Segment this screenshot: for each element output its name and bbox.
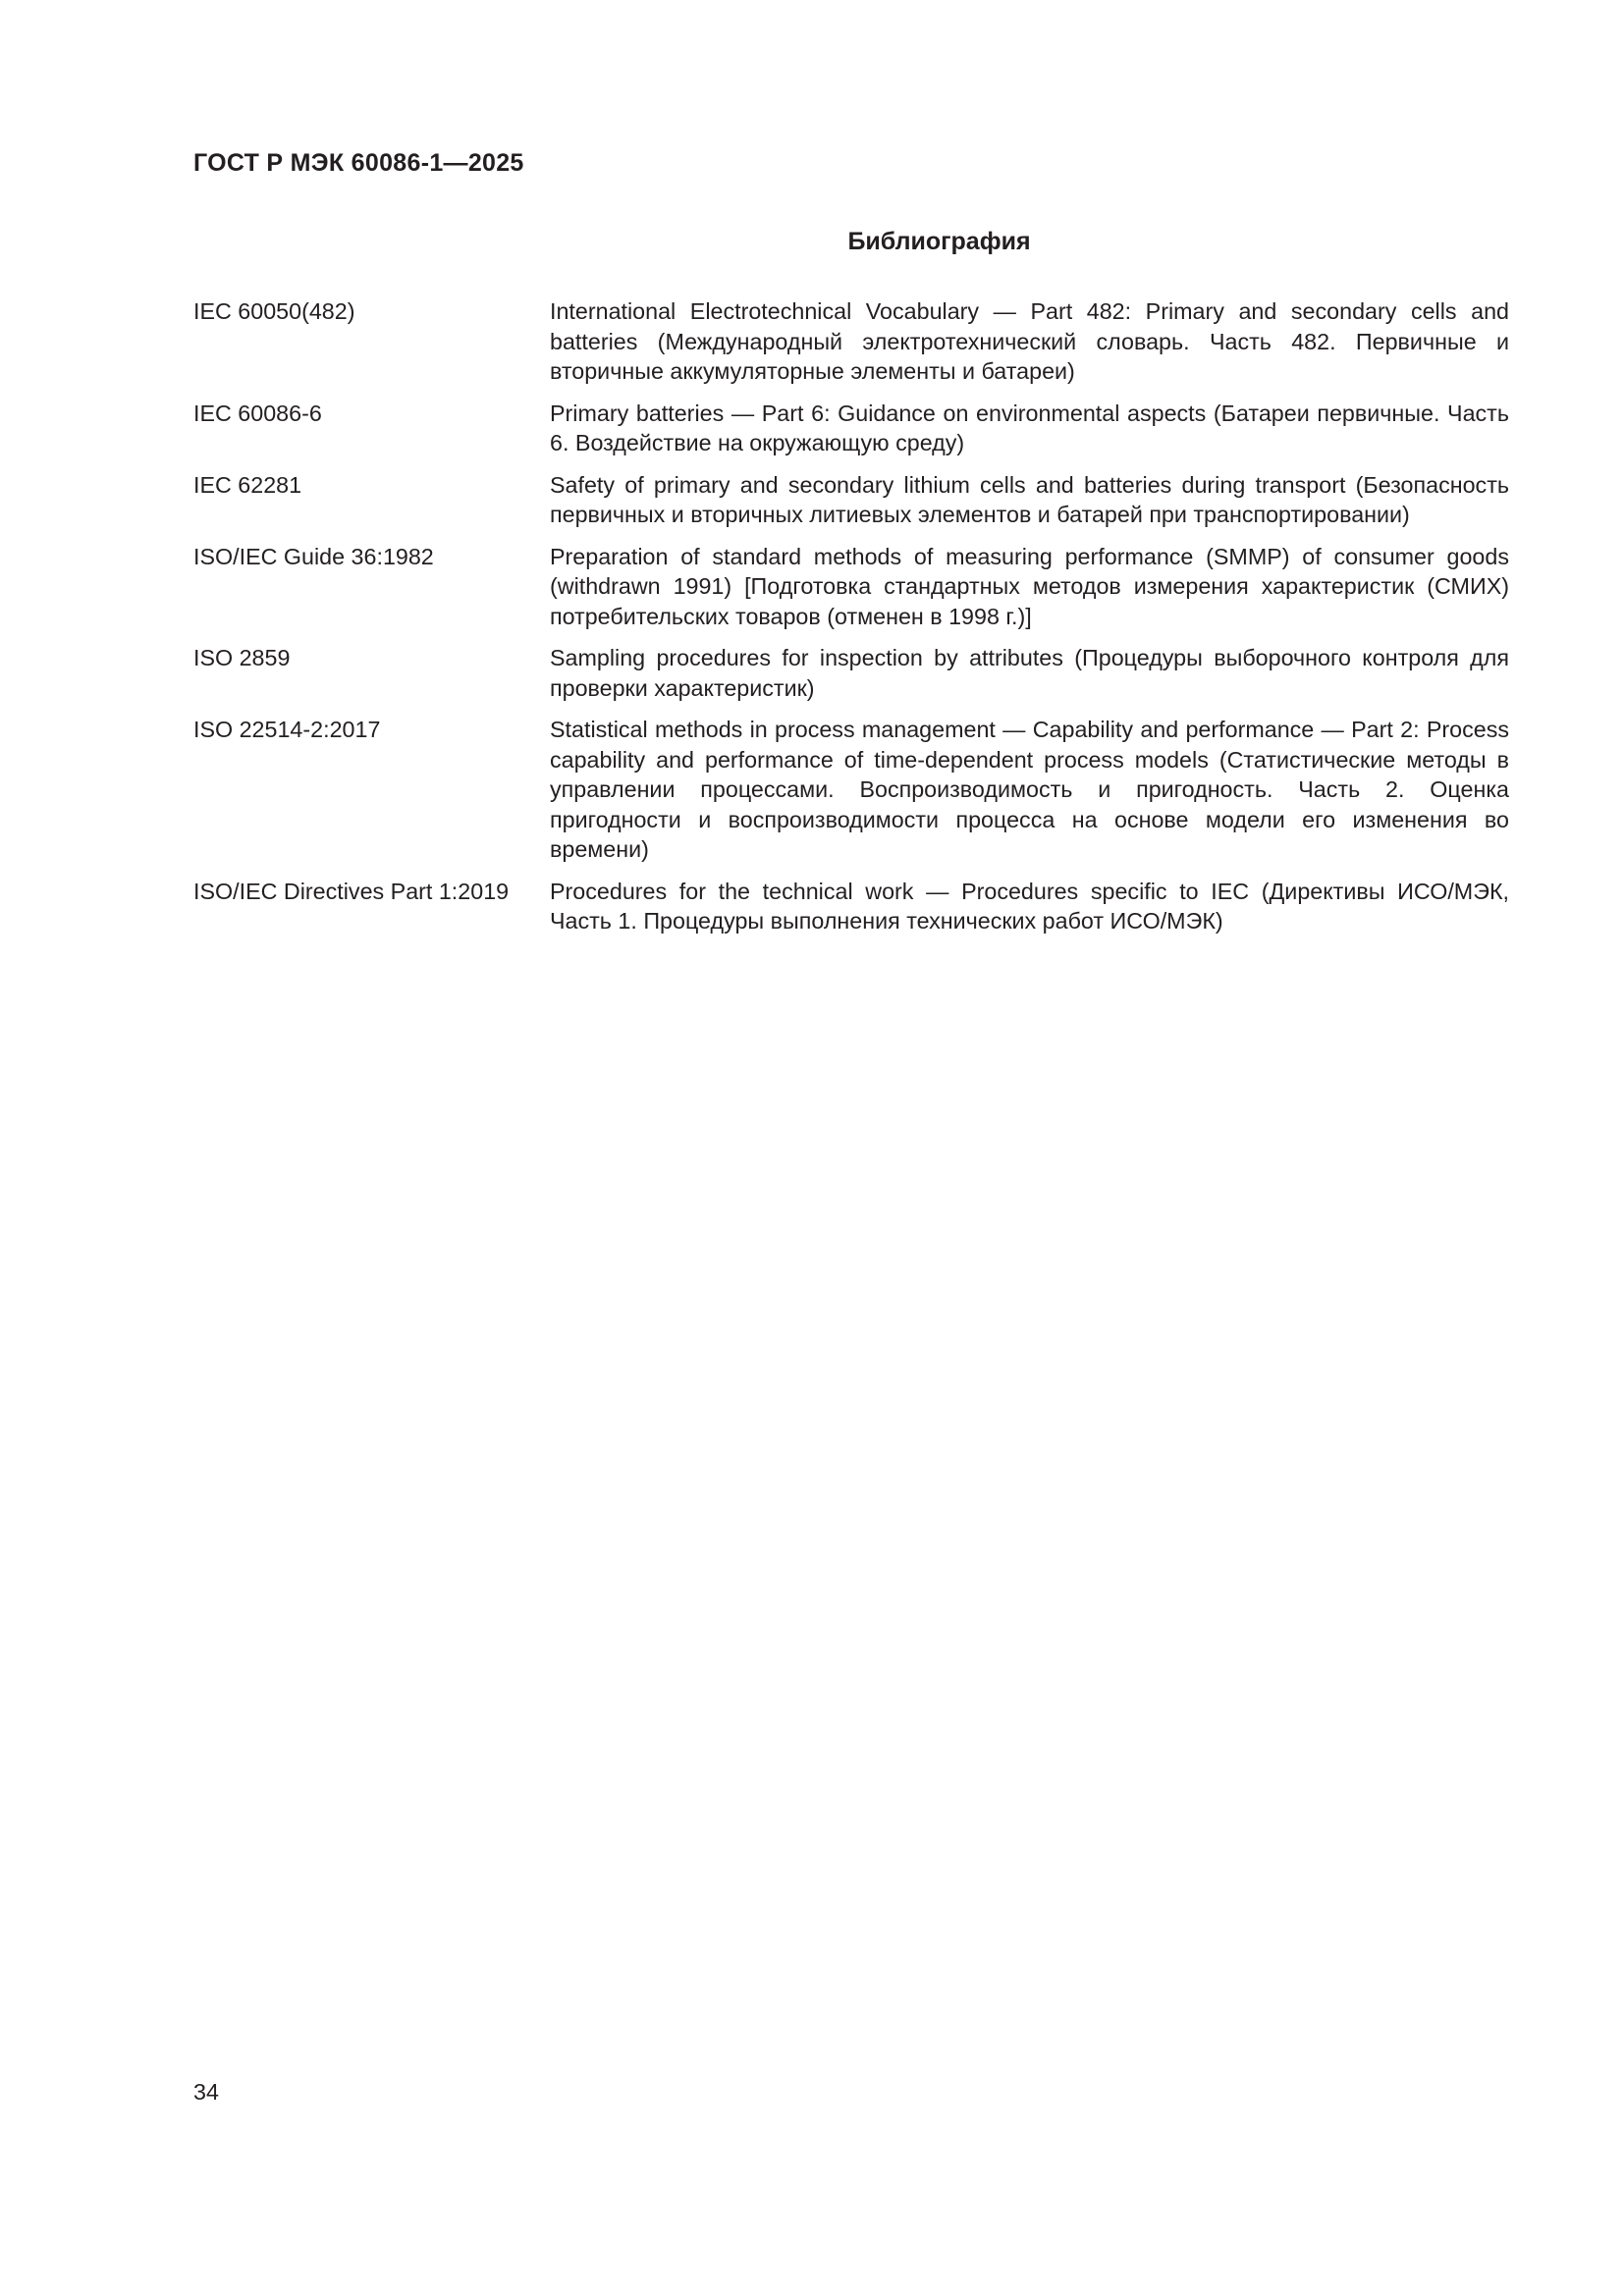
bibliography-entry bbox=[193, 530, 1509, 632]
reference-code: IEC 60086-6 bbox=[193, 400, 322, 426]
reference-title: International Electrotechnical Vocabulary — Part 482: Primary and secondary cells and batteries (Международный электротехнический словарь. Часть 482. Первичные и вторичные аккумуляторные элементы и батареи) bbox=[550, 298, 1509, 384]
reference-title: Sampling procedures for inspection by attributes (Процедуры выборочного контроля для проверки характеристик) bbox=[550, 645, 1509, 701]
bibliography-table bbox=[193, 296, 1509, 936]
document-code: ГОСТ Р МЭК 60086-1—2025 bbox=[193, 149, 524, 177]
bibliography-entry bbox=[193, 458, 1509, 530]
reference-code: ISO/IEC Directives Part 1:2019 bbox=[193, 878, 510, 904]
reference-title: Preparation of standard methods of measuring performance (SMMP) of consumer goods (withdrawn 1991) [Подготовка стандартных методов измерения характеристик (СМИХ) потребительских товаров (отменен в 1998 г.)] bbox=[550, 543, 1509, 629]
section-title: Библиография bbox=[847, 228, 1031, 255]
bibliography-entry bbox=[193, 865, 1509, 936]
reference-code: ISO/IEC Guide 36:1982 bbox=[193, 543, 434, 569]
reference-code: ISO 22514-2:2017 bbox=[193, 717, 381, 742]
bibliography-entry bbox=[193, 296, 1509, 387]
reference-title: Procedures for the technical work — Procedures specific to IEC (Директивы ИСО/МЭК, Часть 1. Процедуры выполнения технических работ ИСО/МЭК) bbox=[550, 878, 1509, 934]
bibliography-entry bbox=[193, 631, 1509, 703]
reference-title: Statistical methods in process management — Capability and performance — Part 2: Process capability and performance of time-dependent process models (Статистические методы в управлении процессами. Воспроизводимость и пригодность. Часть 2. Оценка пригодности и воспроизводимости процесса на основе модели его изменения во времени) bbox=[550, 717, 1509, 862]
reference-title: Safety of primary and secondary lithium cells and batteries during transport (Безопасность первичных и вторичных литиевых элементов и батарей при транспортировании) bbox=[550, 471, 1509, 527]
reference-code: ISO 2859 bbox=[193, 645, 291, 670]
reference-code: IEC 60050(482) bbox=[193, 298, 355, 324]
page-number: 34 bbox=[193, 2079, 219, 2105]
reference-title: Primary batteries — Part 6: Guidance on environmental aspects (Батареи первичные. Часть 6. Воздействие на окружающую среду) bbox=[550, 400, 1509, 455]
reference-code: IEC 62281 bbox=[193, 471, 302, 498]
bibliography-entry bbox=[193, 387, 1509, 458]
bibliography-entry bbox=[193, 703, 1509, 865]
